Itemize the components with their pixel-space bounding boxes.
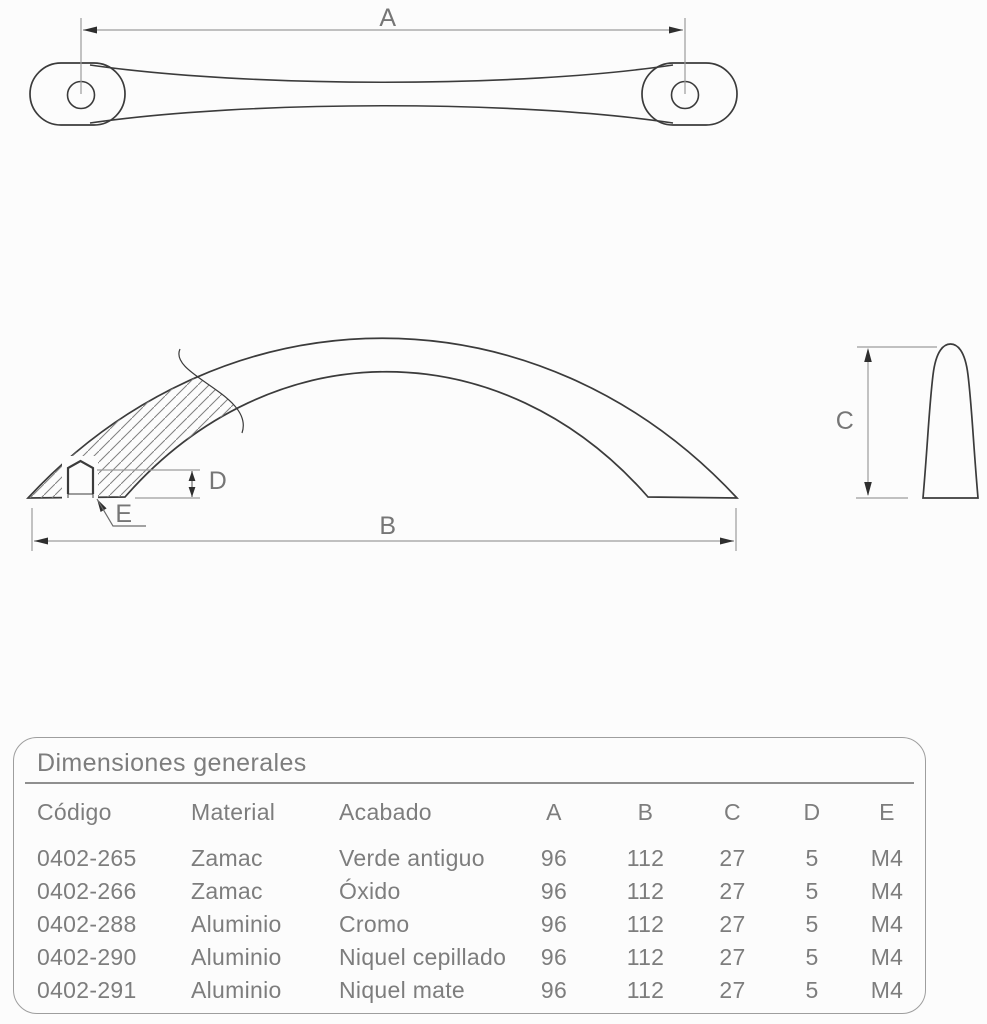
cell-material: Zamac	[191, 845, 263, 871]
cell-a: 96	[540, 944, 568, 970]
dim-c-arrow-up	[864, 348, 872, 362]
cell-material: Aluminio	[191, 911, 282, 937]
cell-b: 112	[626, 944, 665, 970]
col-header-material: Material	[191, 798, 276, 825]
top-view-body-top-edge	[90, 65, 673, 82]
table-row	[14, 908, 925, 941]
dimensions-table	[13, 737, 926, 1014]
dim-label-e: E	[115, 500, 133, 528]
cell-codigo: 0402-290	[37, 944, 137, 970]
dim-label-d: D	[208, 467, 228, 495]
col-header-b: B	[637, 798, 654, 825]
cell-acabado: Cromo	[339, 911, 410, 937]
table-row	[14, 974, 925, 1007]
cell-b: 112	[626, 977, 665, 1003]
cell-d: 5	[805, 911, 819, 937]
cell-a: 96	[540, 845, 568, 871]
top-view-body-bottom-edge	[90, 106, 673, 123]
cell-material: Aluminio	[191, 977, 282, 1003]
top-view-handle	[30, 4, 737, 125]
cell-acabado: Niquel cepillado	[339, 944, 507, 970]
col-header-acabado: Acabado	[339, 798, 432, 825]
threaded-hole	[68, 461, 93, 494]
cell-acabado: Niquel mate	[339, 977, 466, 1003]
cell-b: 112	[626, 911, 665, 937]
dimension-a	[81, 4, 685, 94]
cell-e: M4	[870, 977, 904, 1003]
cell-codigo: 0402-291	[37, 977, 137, 1003]
cell-codigo: 0402-266	[37, 878, 137, 904]
cell-codigo: 0402-265	[37, 845, 137, 871]
dim-label-c: C	[835, 407, 855, 435]
dimension-b	[32, 508, 736, 551]
cell-e: M4	[870, 845, 904, 871]
col-header-a: A	[546, 798, 562, 825]
end-profile-outline	[923, 344, 978, 498]
cell-codigo: 0402-288	[37, 911, 137, 937]
cell-d: 5	[805, 944, 819, 970]
col-header-c: C	[724, 798, 741, 825]
dim-d-arrow-up	[189, 471, 196, 481]
top-view-right-cap	[642, 63, 737, 125]
cell-acabado: Verde antiguo	[339, 845, 485, 871]
dim-d-arrow-down	[189, 487, 196, 497]
col-header-codigo: Código	[37, 798, 112, 825]
cell-a: 96	[540, 977, 568, 1003]
cell-d: 5	[805, 977, 819, 1003]
cell-c: 27	[719, 845, 746, 871]
table-title-divider	[25, 782, 914, 784]
cell-c: 27	[719, 977, 746, 1003]
col-header-d: D	[803, 798, 821, 825]
dimension-e	[97, 499, 146, 528]
dim-a-arrow-left	[83, 27, 97, 34]
cell-a: 96	[540, 911, 568, 937]
cell-material: Aluminio	[191, 944, 282, 970]
dimension-c	[836, 347, 937, 498]
cell-a: 96	[540, 878, 568, 904]
cell-c: 27	[719, 944, 746, 970]
dim-label-a: A	[379, 4, 397, 32]
side-view-arch-section	[28, 338, 737, 551]
cell-e: M4	[870, 944, 904, 970]
table-body	[14, 842, 925, 1007]
dim-label-b: B	[379, 512, 397, 540]
cell-c: 27	[719, 878, 746, 904]
cell-material: Zamac	[191, 878, 263, 904]
dim-a-arrow-right	[669, 27, 683, 34]
table-row	[14, 842, 925, 875]
dim-b-arrow-right	[720, 538, 734, 545]
col-header-e: E	[879, 798, 895, 825]
cell-b: 112	[626, 845, 665, 871]
top-view-left-cap	[30, 63, 125, 125]
table-header-row	[14, 794, 925, 830]
cell-acabado: Óxido	[339, 878, 401, 904]
table-title: Dimensiones generales	[37, 749, 307, 777]
table-row	[14, 941, 925, 974]
cell-d: 5	[805, 845, 819, 871]
cell-e: M4	[870, 878, 904, 904]
cell-b: 112	[626, 878, 665, 904]
cell-d: 5	[805, 878, 819, 904]
cell-e: M4	[870, 911, 904, 937]
dim-b-arrow-left	[34, 538, 48, 545]
dim-c-arrow-down	[864, 482, 872, 496]
table-row	[14, 875, 925, 908]
cell-c: 27	[719, 911, 746, 937]
end-view-profile	[836, 344, 978, 498]
